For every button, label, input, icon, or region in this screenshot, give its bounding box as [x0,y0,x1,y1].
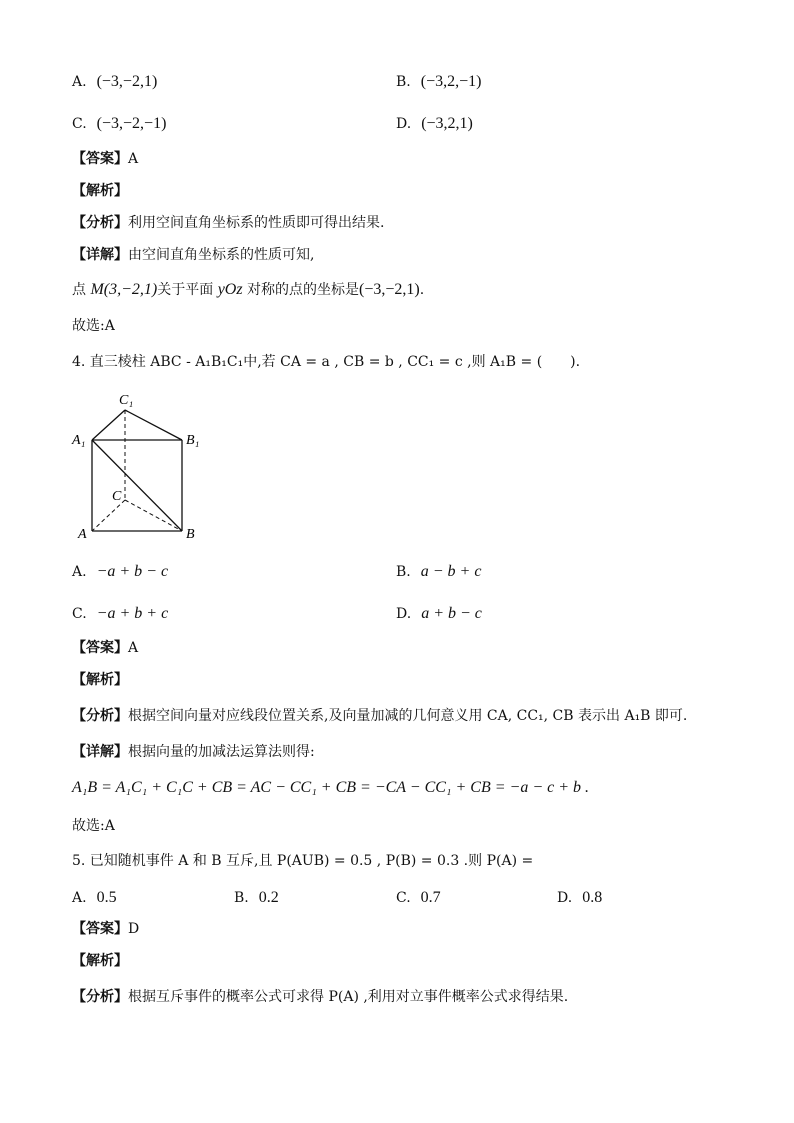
label-a1: A₁ [72,433,86,448]
q3-analysis-heading: 【解析】 [72,183,128,199]
q4-option-d: D. a + b − c [396,605,482,622]
label-b1: B₁ [186,433,200,448]
q4-analysis-heading: 【解析】 [72,672,128,688]
q3-option-b: B. (−3,2,−1) [396,73,482,90]
q4-option-a: A. −a + b − c [72,563,169,580]
label-a: A [78,527,87,542]
label-c: C [112,489,122,504]
q3-answer: 【答案】A [72,151,139,167]
q4-option-b: B. a − b + c [396,563,482,580]
q5-answer: 【答案】D [72,921,140,937]
label-c1: C₁ [119,393,134,408]
q3-fenxi: 【分析】利用空间直角坐标系的性质即可得出结果. [72,215,385,231]
q5-stem: 5. 已知随机事件 A 和 B 互斥,且 P(AUB) = 0.5 , P(B) = 0.3 .则 P(A) = [72,853,534,869]
q4-option-c: C. −a + b + c [72,605,169,622]
q5-fenxi: 【分析】根据互斥事件的概率公式可求得 P(A) ,利用对立事件概率公式求得结果. [72,989,569,1005]
edge-c-b [125,500,182,531]
q4-fenxi: 【分析】根据空间向量对应线段位置关系,及向量加减的几何意义用 CA, CC₁, CB 表示出 A₁B 即可. [72,708,688,724]
q3-detail: 【详解】由空间直角坐标系的性质可知, [72,247,315,263]
q4-stem: 4. 直三棱柱 ABC - A₁B₁C₁中,若 CA = a , CB = b , CC₁ = c ,则 A₁B = ( ). [72,354,581,370]
q4-detail: 【详解】根据向量的加减法运算法则得: [72,744,315,760]
edge-c-a [92,500,125,531]
q5-option-b: B. 0.2 [234,889,279,906]
q3-choose: 故选:A [72,318,115,334]
edge-c1-a1 [92,410,125,440]
q5-option-d: D. 0.8 [557,889,603,906]
q3-option-a: A. (−3,−2,1) [72,73,158,90]
q3-option-c: C. (−3,−2,−1) [72,115,167,132]
q4-answer: 【答案】A [72,640,139,656]
q5-option-c: C. 0.7 [396,889,441,906]
q5-analysis-heading: 【解析】 [72,953,128,969]
q5-option-a: A. 0.5 [72,889,117,906]
q3-option-d: D. (−3,2,1) [396,115,473,132]
label-b: B [186,527,195,542]
q4-formula: A₁B = A₁C₁ + C₁C + CB = AC − CC₁ + CB = −CA − CC₁ + CB = −a − c + b . [72,779,590,796]
q4-choose: 故选:A [72,818,115,834]
q3-detail-line2: 点 M(3,−2,1)关于平面 yOz 对称的点的坐标是(−3,−2,1). [72,281,425,298]
prism-figure [70,388,210,546]
diagonal-a1-b [92,440,182,531]
edge-c1-b1 [125,410,182,440]
